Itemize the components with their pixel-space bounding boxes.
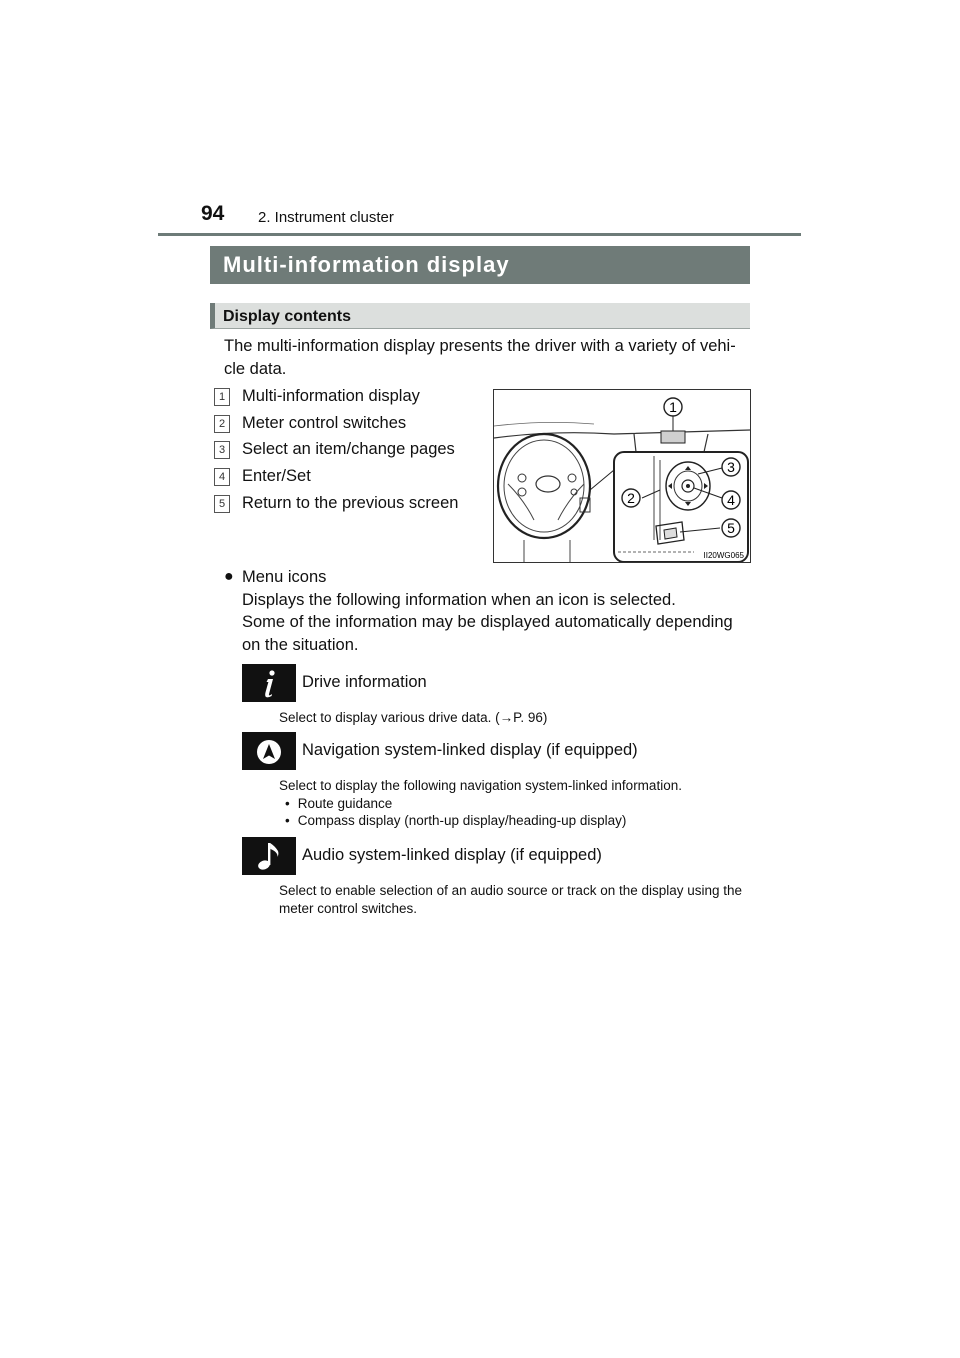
description-text: Select to display the following navigation system-linked information.: [279, 778, 682, 793]
legend-label: Select an item/change pages: [242, 440, 455, 459]
menu-item-audio: [242, 837, 752, 875]
header-rule: [158, 233, 801, 236]
legend-number: 2: [214, 415, 230, 433]
legend-number: 1: [214, 388, 230, 406]
menu-icons-block: [224, 566, 752, 656]
list-item: • Route guidance: [279, 795, 751, 813]
menu-item-drive-information: [242, 664, 752, 702]
display-box: [661, 431, 685, 443]
music-note-icon: [242, 837, 296, 875]
intro-text: The multi-information display presents the driver with a variety of vehi-cle data.: [224, 337, 736, 378]
info-icon: [242, 664, 296, 702]
legend-label: Return to the previous screen: [242, 493, 459, 512]
illustration-drawing: [494, 390, 750, 562]
legend-number: 4: [214, 468, 230, 486]
menu-item-description: [279, 777, 751, 830]
figure-code: II20WG065: [703, 551, 744, 560]
menu-item-description: Select to enable selection of an audio source or track on the display using the meter control switches.: [279, 883, 743, 916]
steering-wheel-illustration: [493, 389, 751, 563]
callout-4: 4: [727, 492, 735, 508]
legend-number: 3: [214, 441, 230, 459]
page-number: 94: [201, 202, 225, 225]
menu-item-navigation: [242, 732, 752, 770]
navigation-arrow-icon: [242, 732, 296, 770]
legend-label: Enter/Set: [242, 467, 311, 486]
chapter-title: 2. Instrument cluster: [258, 209, 394, 226]
menu-item-label: Drive information: [302, 673, 427, 691]
bullet-icon: ●: [224, 568, 234, 585]
legend-number: 5: [214, 495, 230, 513]
subsection-title: Display contents: [210, 303, 750, 329]
section-title: Multi-information display: [210, 246, 750, 284]
menu-icons-line: Some of the information may be displayed automatically depending on the situation.: [242, 613, 733, 654]
menu-icons-line: Displays the following information when an icon is selected.: [242, 590, 676, 609]
callout-2: 2: [627, 490, 635, 506]
callout-5: 5: [727, 520, 735, 536]
menu-icons-title: Menu icons: [242, 568, 327, 586]
menu-item-description: Select to display various drive data. (→P. 96): [279, 710, 548, 725]
list-item: • Compass display (north-up display/heading-up display): [279, 812, 751, 830]
sub-list: [279, 795, 751, 830]
callout-1: 1: [669, 399, 677, 415]
menu-item-label: Navigation system-linked display (if equipped): [302, 741, 638, 759]
legend-label: Meter control switches: [242, 413, 407, 432]
menu-item-label: Audio system-linked display (if equipped): [302, 846, 602, 864]
callout-3: 3: [727, 459, 735, 475]
legend-label: Multi-information display: [242, 387, 420, 405]
